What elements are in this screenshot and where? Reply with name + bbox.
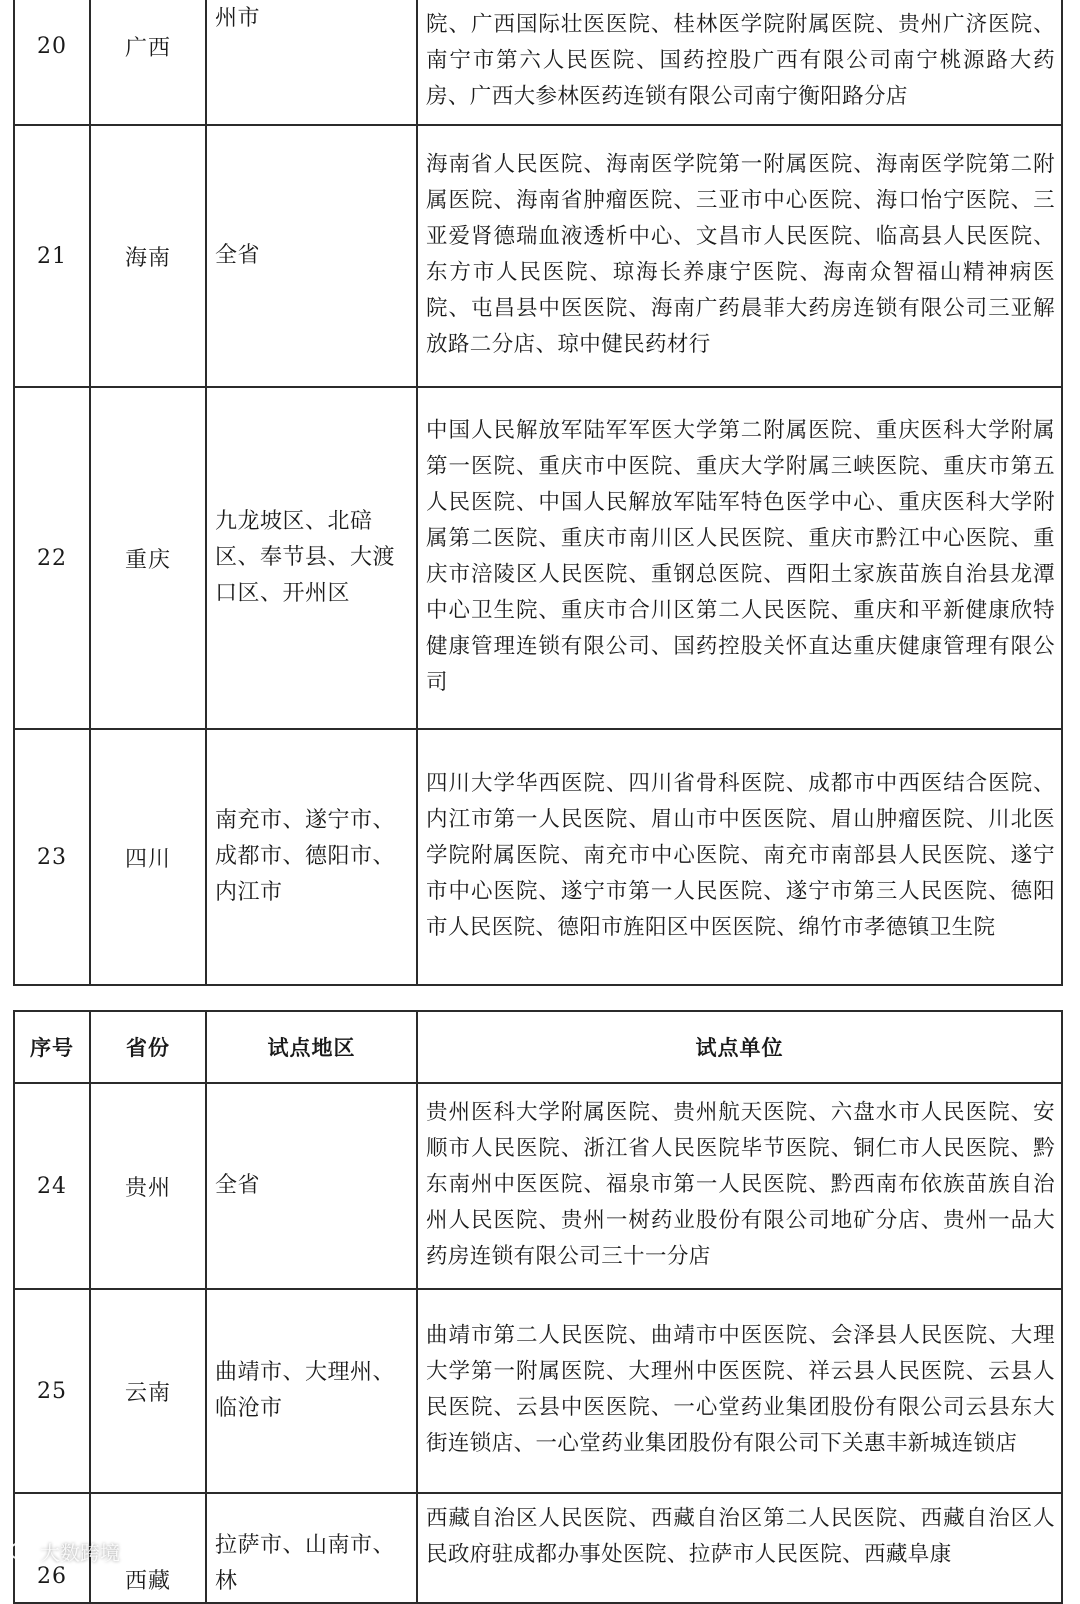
column-header-units: 试点单位	[417, 1011, 1062, 1083]
area-cell: 曲靖市、大理州、临沧市	[206, 1289, 417, 1493]
area-cell: 州市	[206, 0, 417, 125]
province-cell: 云南	[90, 1289, 206, 1493]
watermark-logo-icon	[8, 1540, 34, 1562]
watermark-text: 大数跨境	[40, 1540, 120, 1565]
area-cell: 九龙坡区、北碚区、奉节县、大渡口区、开州区	[206, 387, 417, 729]
column-header-area: 试点地区	[206, 1011, 417, 1083]
province-cell: 重庆	[90, 387, 206, 729]
units-cell: 西藏自治区人民医院、西藏自治区第二人民医院、西藏自治区人民政府驻成都办事处医院、拉萨市人民医院、西藏阜康	[417, 1493, 1062, 1603]
units-cell: 曲靖市第二人民医院、曲靖市中医医院、会泽县人民医院、大理大学第一附属医院、大理州中医医院、祥云县人民医院、云县人民医院、云县中医医院、一心堂药业集团股份有限公司云县东大街连锁店、一心堂药业集团股份有限公司下关惠丰新城连锁店	[417, 1289, 1062, 1493]
province-cell: 海南	[90, 125, 206, 387]
row-number: 24	[14, 1083, 90, 1289]
area-cell: 全省	[206, 1083, 417, 1289]
watermark	[8, 1534, 120, 1568]
table-row	[14, 1493, 1062, 1603]
units-cell: 贵州医科大学附属医院、贵州航天医院、六盘水市人民医院、安顺市人民医院、浙江省人民医院毕节医院、铜仁市人民医院、黔东南州中医医院、福泉市第一人民医院、黔西南布依族苗族自治州人民医院、贵州一树药业股份有限公司地矿分店、贵州一品大药房连锁有限公司三十一分店	[417, 1083, 1062, 1289]
table-row	[14, 1289, 1062, 1493]
row-number: 26	[14, 1493, 90, 1603]
table-row	[14, 387, 1062, 729]
row-number: 21	[14, 125, 90, 387]
column-header-province: 省份	[90, 1011, 206, 1083]
table-row	[14, 0, 1062, 125]
row-number: 23	[14, 729, 90, 985]
units-cell: 院、广西国际壮医医院、桂林医学院附属医院、贵州广济医院、南宁市第六人民医院、国药控股广西有限公司南宁桃源路大药房、广西大参林医药连锁有限公司南宁衡阳路分店	[417, 0, 1062, 125]
province-cell: 贵州	[90, 1083, 206, 1289]
province-cell: 西藏	[90, 1493, 206, 1603]
table-header-row	[14, 1011, 1062, 1083]
area-cell: 全省	[206, 125, 417, 387]
row-number: 20	[14, 0, 90, 125]
table-row	[14, 125, 1062, 387]
units-cell: 中国人民解放军陆军军医大学第二附属医院、重庆医科大学附属第一医院、重庆市中医院、重庆大学附属三峡医院、重庆市第五人民医院、中国人民解放军陆军特色医学中心、重庆医科大学附属第二医院、重庆市南川区人民医院、重庆市黔江中心医院、重庆市涪陵区人民医院、重钢总医院、酉阳土家族苗族自治县龙潭中心卫生院、重庆市合川区第二人民医院、重庆和平新健康欣特健康管理连锁有限公司、国药控股关怀直达重庆健康管理有限公司	[417, 387, 1062, 729]
page-break	[0, 986, 1080, 1008]
units-cell: 四川大学华西医院、四川省骨科医院、成都市中西医结合医院、内江市第一人民医院、眉山市中医医院、眉山肿瘤医院、川北医学院附属医院、南充市中心医院、南充市南部县人民医院、遂宁市中心医院、遂宁市第一人民医院、遂宁市第三人民医院、德阳市人民医院、德阳市旌阳区中医医院、绵竹市孝德镇卫生院	[417, 729, 1062, 985]
units-cell: 海南省人民医院、海南医学院第一附属医院、海南医学院第二附属医院、海南省肿瘤医院、三亚市中心医院、海口怡宁医院、三亚爱肾德瑞血液透析中心、文昌市人民医院、临高县人民医院、东方市人民医院、琼海长养康宁医院、海南众智福山精神病医院、屯昌县中医医院、海南广药晨菲大药房连锁有限公司三亚解放路二分店、琼中健民药材行	[417, 125, 1062, 387]
pilot-table-continued	[13, 0, 1063, 986]
province-cell: 广西	[90, 0, 206, 125]
province-cell: 四川	[90, 729, 206, 985]
row-number: 25	[14, 1289, 90, 1493]
area-cell: 拉萨市、山南市、林	[206, 1493, 417, 1603]
row-number: 22	[14, 387, 90, 729]
table-row	[14, 729, 1062, 985]
pilot-table	[13, 1010, 1063, 1604]
area-cell: 南充市、遂宁市、成都市、德阳市、内江市	[206, 729, 417, 985]
column-header-number: 序号	[14, 1011, 90, 1083]
table-row	[14, 1083, 1062, 1289]
